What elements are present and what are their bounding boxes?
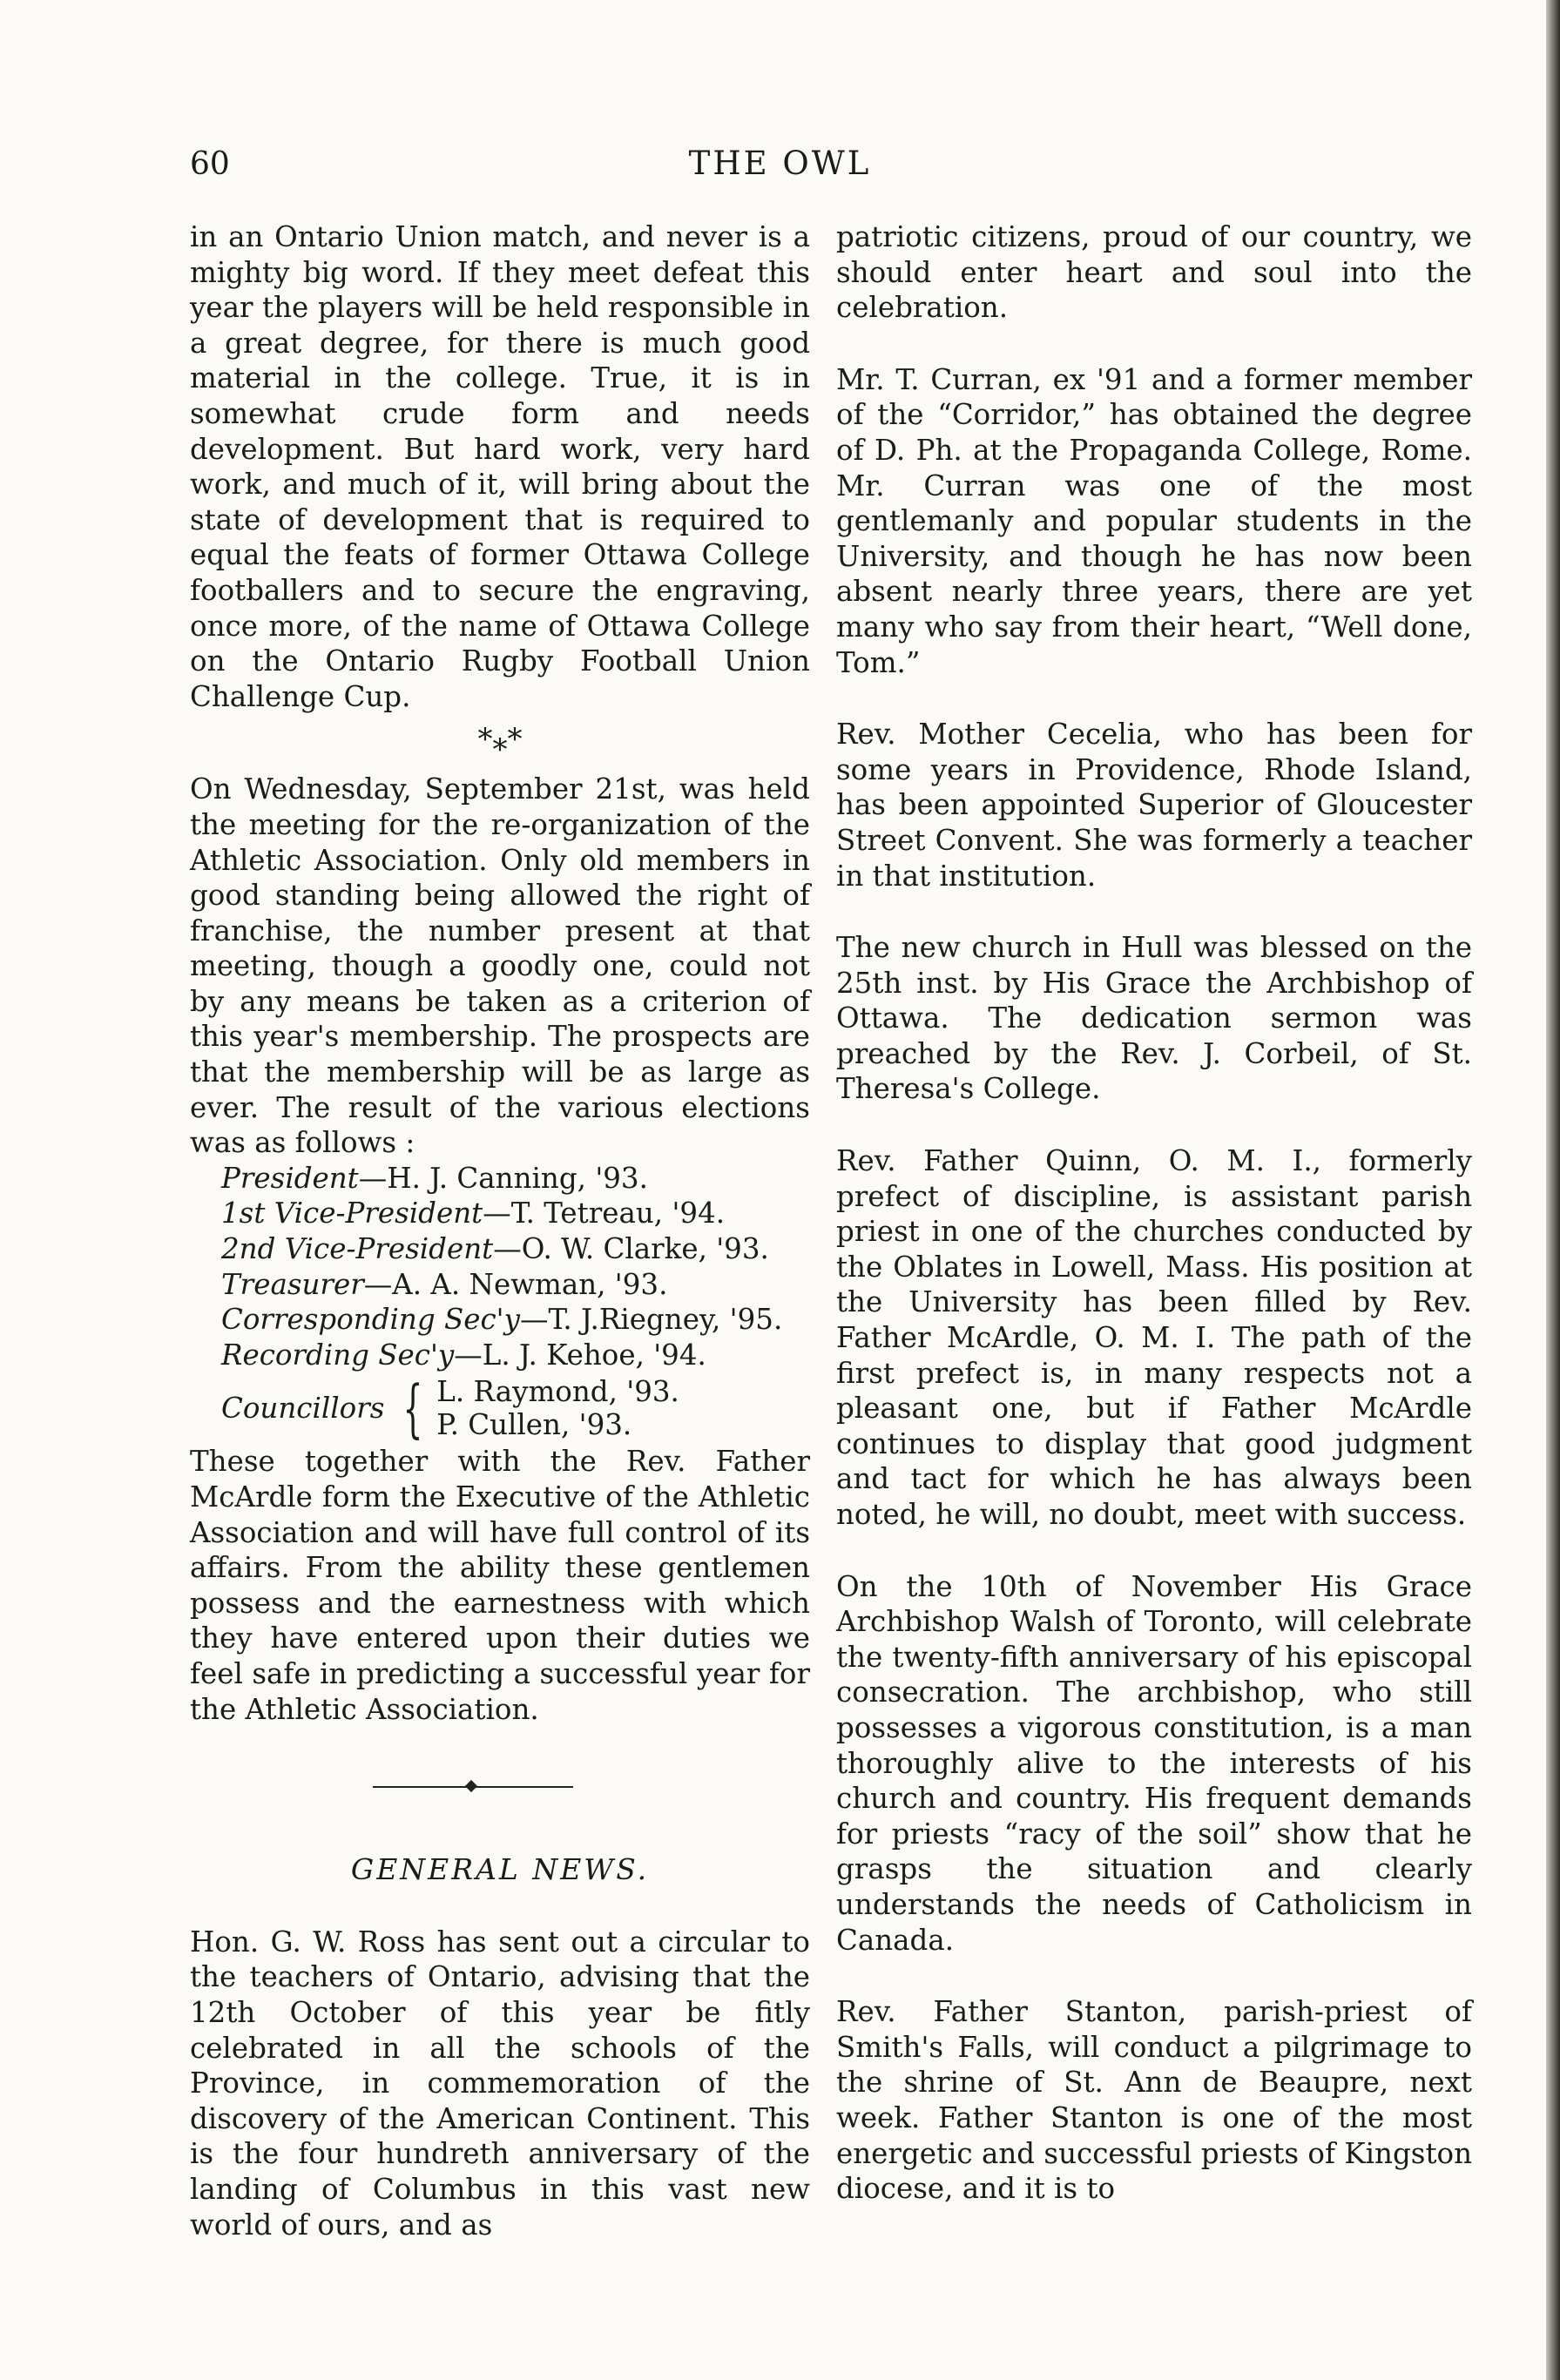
officer-list: [190, 1161, 810, 1445]
section-heading: GENERAL NEWS.: [350, 1852, 650, 1887]
councillors-entry: [190, 1372, 810, 1444]
councillor-name: L. Raymond, '93.: [436, 1375, 679, 1409]
paragraph: Hon. G. W. Ross has sent out a circular to the teachers of Ontario, advising that the 12th October of this year be fitly celebrated in all the schools of the Province, in commemoration of the discovery of the American Continent. This is the four hundreth anniversary of the landing of Columbus in this vast new world of ours, and as: [190, 1925, 810, 2242]
officer-entry: Recording Sec'y—L. J. Kehoe, '94.: [221, 1338, 706, 1372]
paragraph: Rev. Father Stanton, parish-priest of Smith's Falls, will conduct a pilgrimage to the shrine of St. Ann de Beaupre, next week. Father Stanton is one of the most energetic and successful priests of Kingston diocese, and it is to: [836, 1995, 1472, 2206]
paragraph: Rev. Father Quinn, O. M. I., formerly prefect of discipline, is assistant parish priest in one of the churches conducted by the Oblates in Lowell, Mass. His position at the University has been filled by Rev. Father McArdle, O. M. I. The path of the first prefect is, in many respects not a pleasant one, but if Father McArdle continues to display that good judgment and tact for which he has always been noted, he will, no doubt, meet with success.: [836, 1144, 1472, 1531]
running-head: THE OWL: [688, 145, 872, 182]
officer-entry: 2nd Vice-President—O. W. Clarke, '93.: [221, 1232, 769, 1266]
paragraph: Rev. Mother Cecelia, who has been for some years in Providence, Rhode Island, has been appointed Superior of Gloucester Street Convent. She was formerly a teacher in that institution.: [836, 718, 1472, 893]
officer-entry: Treasurer—A. A. Newman, '93.: [221, 1267, 668, 1301]
right-column: [836, 219, 1472, 2207]
paragraph: On the 10th of November His Grace Archbishop Walsh of Toronto, will celebrate the twenty-fifth anniversary of his episcopal consecration. The archbishop, who still possesses a vigorous constitution, is a man thoroughly alive to the interests of his church and country. His frequent demands for priests “racy of the soil” show that he grasps the situation and clearly understands the needs of Catholicism in Canada.: [836, 1569, 1472, 1957]
councillor-names: [436, 1375, 679, 1441]
paragraph: patriotic citizens, proud of our country, we should enter heart and soul into the celebration.: [836, 220, 1472, 325]
paragraph: On Wednesday, September 21st, was held the meeting for the re-organization of the Athletic Association. Only old members in good standing being allowed the right of franchise, the number present at that meeting, though a goodly one, could not by any means be taken as a criterion of this year's membership. The prospects are that the membership will be as large as ever. The result of the various elections was as follows :: [190, 772, 810, 1160]
left-column: [190, 219, 810, 2242]
paragraph: in an Ontario Union match, and never is a mighty big word. If they meet defeat this year the players will be held responsible in a great degree, for there is much good material in the college. True, it is in somewhat crude form and needs development. But hard work, very hard work, and much of it, will bring about the state of development that is required to equal the feats of former Ottawa College footballers and to secure the engraving, once more, of the name of Ottawa College on the Ontario Rugby Football Union Challenge Cup.: [190, 220, 810, 713]
paragraph: Mr. T. Curran, ex '91 and a former member of the “Corridor,” has obtained the degree of D. Ph. at the Propaganda College, Rome. Mr. Curran was one of the most gentlemanly and popular students in the University, and though he has now been absent nearly three years, there are yet many who say from their heart, “Well done, Tom.”: [836, 362, 1472, 679]
paragraph: The new church in Hull was blessed on the 25th inst. by His Grace the Archbishop of Ottawa. The dedication sermon was preached by the Rev. J. Corbeil, of St. Theresa's College.: [836, 931, 1472, 1106]
officer-entry: Corresponding Sec'y—T. J.Riegney, '95.: [221, 1303, 783, 1337]
officer-entry: 1st Vice-President—T. Tetreau, '94.: [221, 1197, 726, 1230]
page-binding-edge: [1546, 0, 1560, 2380]
officer-entry: President—H. J. Canning, '93.: [221, 1161, 648, 1195]
asterism: ***: [477, 722, 523, 768]
brace-glyph: {: [402, 1372, 423, 1446]
councillors-label: Councillors: [221, 1392, 385, 1426]
ornament-rule: [190, 1727, 810, 1831]
page-number: 60: [190, 146, 230, 182]
paragraph: These together with the Rev. Father McArdle form the Executive of the Athletic Association and will have full control of its affairs. From the ability these gentlemen possess and the earnestness with which they have entered upon their duties we feel safe in predicting a successful year for the Athletic Association.: [190, 1445, 810, 1726]
councillor-name: P. Cullen, '93.: [436, 1408, 632, 1442]
